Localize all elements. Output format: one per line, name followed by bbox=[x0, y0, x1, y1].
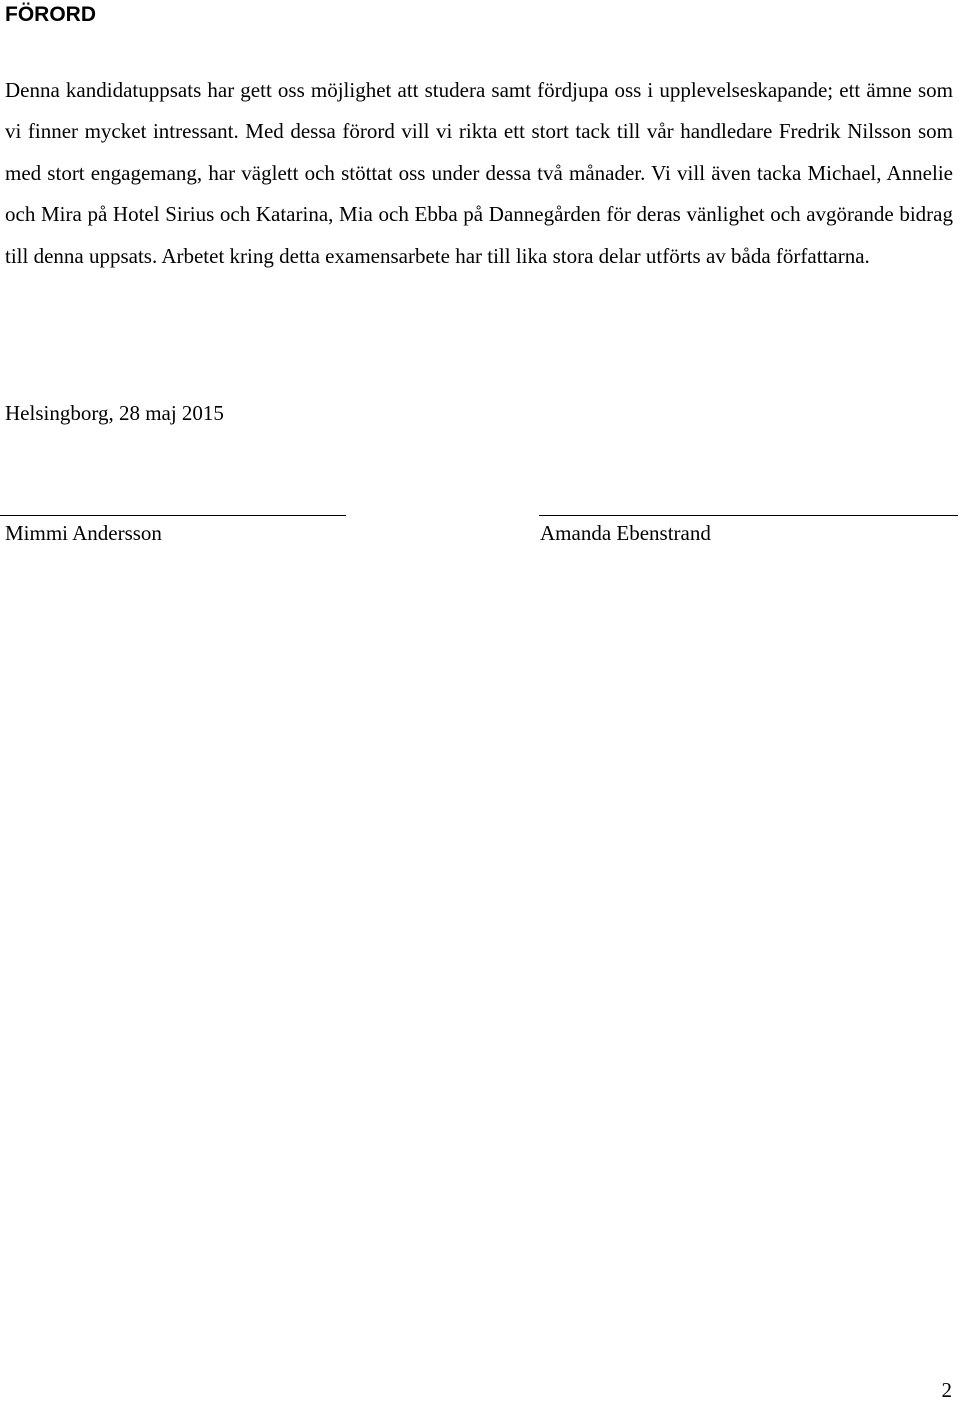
page-number: 2 bbox=[941, 1378, 952, 1402]
signature-name-right: Amanda Ebenstrand bbox=[540, 521, 711, 545]
signature-line-right bbox=[539, 515, 958, 516]
page-title: FÖRORD bbox=[5, 3, 96, 26]
place-and-date: Helsingborg, 28 maj 2015 bbox=[5, 401, 224, 425]
signature-name-left: Mimmi Andersson bbox=[5, 521, 162, 545]
foreword-paragraph: Denna kandidatuppsats har gett oss möjlighet att studera samt fördjupa oss i upplevelseskapande; ett ämne som vi finner mycket intressant. Med dessa förord vill vi rikta ett stort tack till vår handledare Fredrik Nilsson som med stort engagemang, har väglett och stöttat oss under dessa två månader. Vi vill även tacka Michael, Annelie och Mira på Hotel Sirius och Katarina, Mia och Ebba på Dannegården för deras vänlighet och avgörande bidrag till denna uppsats. Arbetet kring detta examensarbete har till lika stora delar utförts av båda författarna. bbox=[5, 78, 953, 268]
signature-line-left bbox=[0, 515, 346, 516]
